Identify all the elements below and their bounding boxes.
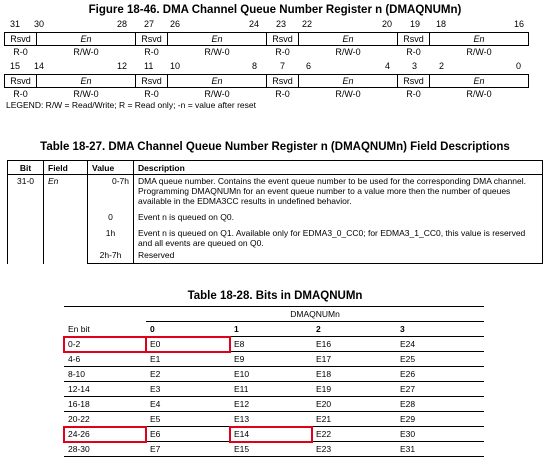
bit-number: 6 [306,61,312,71]
bit-number: 19 [410,19,421,29]
register-field: Rsvd [136,75,168,88]
register-access: R/W-0 [204,47,230,57]
column-header: 2 [312,322,396,337]
group-header: DMAQNUMn [146,307,484,322]
column-header: Description [134,161,543,175]
event-cell: E31 [396,442,484,457]
table-row [64,427,484,442]
bit-range-cell: 4-6 [64,352,146,367]
table-row [8,175,543,212]
table-header-row [8,161,543,175]
value-cell: 2h-7h [88,249,134,264]
bit-number: 30 [34,19,45,29]
event-cell: E5 [146,412,230,427]
bit-number: 28 [117,19,128,29]
bit-number: 11 [144,61,154,71]
register-field: En [299,33,398,46]
column-header: 3 [396,322,484,337]
bit-number: 31 [10,19,21,29]
bit-range-cell-highlighted: 0-2 [64,337,146,352]
event-cell: E26 [396,367,484,382]
event-cell: E25 [396,352,484,367]
event-cell: E17 [312,352,396,367]
bit-number: 24 [249,19,260,29]
bits-table [64,306,484,457]
event-cell: E12 [230,397,312,412]
table-header-row [64,307,484,322]
bit-number: 27 [144,19,155,29]
bit-number: 20 [382,19,393,29]
event-cell: E16 [312,337,396,352]
field-cell: En [44,175,88,264]
lower-bit-numbers [4,61,544,75]
register-access: R-0 [275,47,290,57]
column-header: Bit [8,161,44,175]
bit-number: 8 [252,61,258,71]
register-field: Rsvd [5,75,37,88]
bit-number: 12 [117,61,128,71]
event-cell: E29 [396,412,484,427]
description-cell: Event n is queued on Q0. [134,211,543,227]
bit-number: 16 [514,19,525,29]
table-row [64,412,484,427]
register-field: Rsvd [398,33,430,46]
bit-range-cell: 28-30 [64,442,146,457]
bit-number: 4 [385,61,391,71]
event-cell: E20 [312,397,396,412]
register-field: En [168,33,267,46]
column-header: En bit [64,322,146,337]
event-cell: E9 [230,352,312,367]
register-access: R-0 [406,47,421,57]
register-lower [4,74,529,100]
value-cell: 0 [88,211,134,227]
register-access: R-0 [13,47,28,57]
figure-title: Figure 18-46. DMA Channel Queue Number Register n (DMAQNUMn) [88,4,462,16]
register-legend: LEGEND: R/W = Read/Write; R = Read only; -n = value after reset [6,100,256,110]
event-cell-highlighted: E14 [230,427,312,442]
column-header: 1 [230,322,312,337]
register-field: En [37,75,136,88]
event-cell: E1 [146,352,230,367]
event-cell: E23 [312,442,396,457]
value-cell: 0-7h [88,175,134,212]
event-cell: E22 [312,427,396,442]
register-access: R/W-0 [204,89,230,99]
register-access: R/W-0 [73,47,99,57]
bit-number: 22 [302,19,313,29]
event-cell: E11 [230,382,312,397]
bit-number: 26 [170,19,181,29]
register-field: En [430,75,529,88]
event-cell: E30 [396,427,484,442]
event-cell: E3 [146,382,230,397]
register-access: R/W-0 [73,89,99,99]
register-field: En [37,33,136,46]
table-row [8,227,543,249]
field-descriptions-table [7,160,543,264]
bit-number: 0 [516,61,522,71]
register-field: En [168,75,267,88]
register-field: Rsvd [5,33,37,46]
register-access: R-0 [275,89,290,99]
bit-range-cell-highlighted: 24-26 [64,427,146,442]
event-cell: E2 [146,367,230,382]
table-row [8,211,543,227]
event-cell: E18 [312,367,396,382]
column-header: 0 [146,322,230,337]
table-row [64,352,484,367]
event-cell: E27 [396,382,484,397]
bit-number: 2 [439,61,445,71]
event-cell: E10 [230,367,312,382]
value-cell: 1h [88,227,134,249]
event-cell: E6 [146,427,230,442]
bit-number: 10 [170,61,181,71]
bits-table-title: Table 18-28. Bits in DMAQNUMn [187,290,363,302]
bit-range-cell: 20-22 [64,412,146,427]
register-field: Rsvd [398,75,430,88]
event-cell-highlighted: E0 [146,337,230,352]
event-cell: E4 [146,397,230,412]
register-access: R-0 [13,89,28,99]
bit-number: 18 [436,19,447,29]
register-access: R/W-0 [335,89,361,99]
description-cell: Event n is queued on Q1. Available only for EDMA3_0_CC0; for EDMA3_1_CC0, this value is reserved and all events are queued on Q0. [134,227,543,249]
bit-number: 23 [276,19,287,29]
bit-number: 14 [34,61,45,71]
register-access: R-0 [406,89,421,99]
event-cell: E8 [230,337,312,352]
table-row [64,337,484,352]
table-row [64,397,484,412]
register-access: R/W-0 [466,89,492,99]
event-cell: E7 [146,442,230,457]
register-field: Rsvd [267,33,299,46]
register-field: Rsvd [136,33,168,46]
event-cell: E24 [396,337,484,352]
register-field: En [299,75,398,88]
upper-bit-numbers [4,19,544,33]
bit-number: 3 [412,61,418,71]
table-header-row [64,322,484,337]
table-row [64,442,484,457]
register-access: R-0 [144,89,159,99]
register-access: R-0 [144,47,159,57]
bit-number: 7 [280,61,286,71]
bit-number: 15 [10,61,21,71]
bit-range-cell: 12-14 [64,382,146,397]
register-upper [4,32,529,58]
table-row [64,367,484,382]
description-cell: Reserved [134,249,543,264]
table-row [64,382,484,397]
description-cell: DMA queue number. Contains the event queue number to be used for the corresponding DMA channel. Programming DMAQNUMn for an event queue number to a value more then the number of queues available in the EDMA3CC results in undefined behavior. [134,175,543,212]
bit-cell: 31-0 [8,175,44,264]
event-cell: E21 [312,412,396,427]
field-table-title: Table 18-27. DMA Channel Queue Number Register n (DMAQNUMn) Field Descriptions [40,141,510,153]
column-header: Field [44,161,88,175]
register-field: En [430,33,529,46]
event-cell: E19 [312,382,396,397]
column-header: Value [88,161,134,175]
event-cell: E28 [396,397,484,412]
bit-range-cell: 16-18 [64,397,146,412]
table-row [8,249,543,264]
bit-range-cell: 8-10 [64,367,146,382]
event-cell: E15 [230,442,312,457]
register-field: Rsvd [267,75,299,88]
event-cell: E13 [230,412,312,427]
register-access: R/W-0 [335,47,361,57]
register-access: R/W-0 [466,47,492,57]
